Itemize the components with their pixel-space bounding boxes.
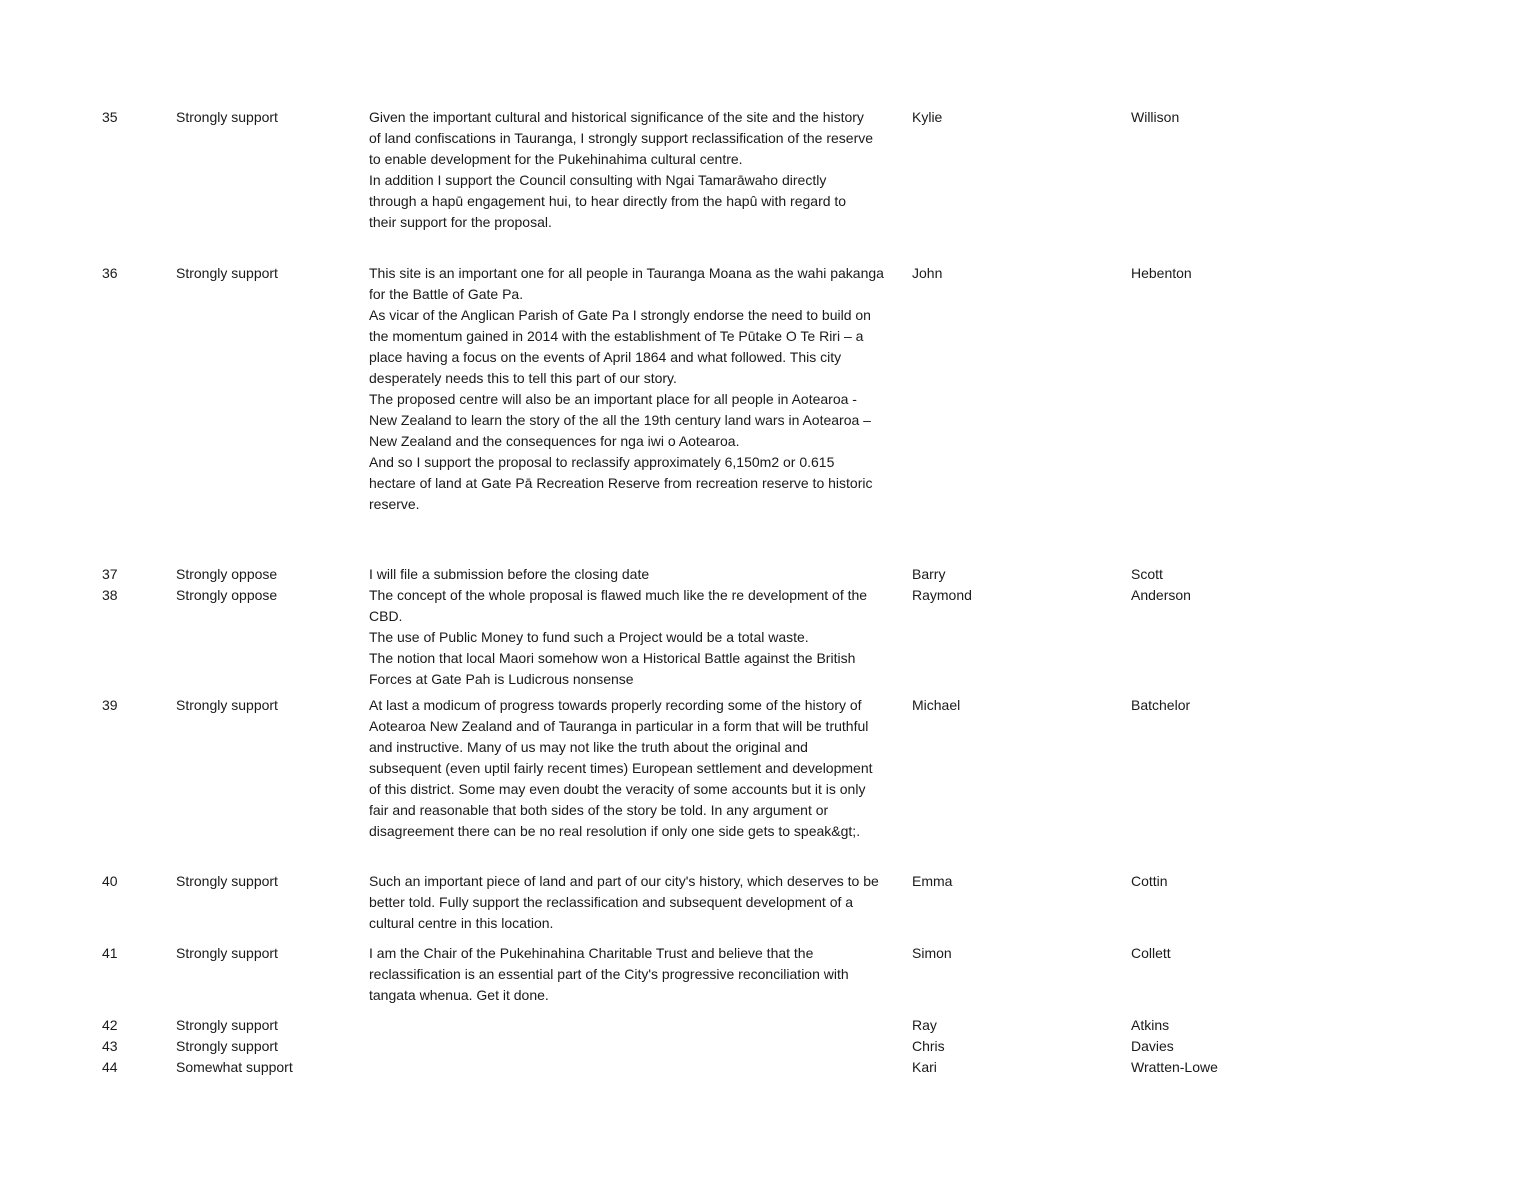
- comment-line: Forces at Gate Pah is Ludicrous nonsense: [369, 671, 634, 687]
- last-name: Collett: [1131, 945, 1171, 961]
- submission-number: 37: [102, 566, 118, 582]
- comment-line: New Zealand to learn the story of the all the 19th century land wars in Aotearoa –: [369, 412, 871, 428]
- last-name: Hebenton: [1131, 265, 1192, 281]
- last-name: Atkins: [1131, 1017, 1170, 1033]
- submission-number: 42: [102, 1017, 118, 1033]
- last-name: Cottin: [1131, 873, 1168, 889]
- comment-line: reclassification is an essential part of the City's progressive reconciliation with: [369, 966, 849, 982]
- comment-text: [369, 943, 909, 1006]
- comment-line: And so I support the proposal to reclassify approximately 6,150m2 or 0.615: [369, 454, 835, 470]
- comment-line: subsequent (even uptil fairly recent times) European settlement and development: [369, 760, 873, 776]
- comment-line: place having a focus on the events of April 1864 and what followed. This city: [369, 349, 842, 365]
- comment-line: The notion that local Maori somehow won a Historical Battle against the British: [369, 650, 856, 666]
- comment-line: of land confiscations in Tauranga, I strongly support reclassification of the reserve: [369, 130, 874, 146]
- comment-line: to enable development for the Pukehinahima cultural centre.: [369, 151, 743, 167]
- first-name: Kari: [912, 1059, 937, 1075]
- support-rating: Strongly support: [176, 109, 278, 125]
- submission-number: 41: [102, 945, 118, 961]
- first-name: Barry: [912, 566, 946, 582]
- comment-line: tangata whenua. Get it done.: [369, 987, 549, 1003]
- comment-line: Given the important cultural and historical significance of the site and the history: [369, 109, 864, 125]
- last-name: Scott: [1131, 566, 1163, 582]
- comment-line: hectare of land at Gate Pā Recreation Reserve from recreation reserve to historic: [369, 475, 873, 491]
- comment-line: their support for the proposal.: [369, 214, 552, 230]
- submission-number: 40: [102, 873, 118, 889]
- comment-line: disagreement there can be no real resolution if only one side gets to speak&gt;.: [369, 823, 861, 839]
- submission-number: 39: [102, 697, 118, 713]
- comment-text: [369, 585, 909, 690]
- support-rating: Strongly support: [176, 873, 278, 889]
- comment-line: the momentum gained in 2014 with the establishment of Te Pūtake O Te Riri – a: [369, 328, 864, 344]
- support-rating: Strongly support: [176, 1038, 278, 1054]
- submission-number: 35: [102, 109, 118, 125]
- comment-line: cultural centre in this location.: [369, 915, 554, 931]
- support-rating: Strongly support: [176, 265, 278, 281]
- comment-line: Aotearoa New Zealand and of Tauranga in particular in a form that will be truthful: [369, 718, 869, 734]
- comment-line: At last a modicum of progress towards properly recording some of the history of: [369, 697, 862, 713]
- submission-number: 43: [102, 1038, 118, 1054]
- support-rating: Strongly support: [176, 945, 278, 961]
- first-name: Ray: [912, 1017, 937, 1033]
- comment-line: As vicar of the Anglican Parish of Gate Pa I strongly endorse the need to build on: [369, 307, 871, 323]
- first-name: Emma: [912, 873, 953, 889]
- comment-line: This site is an important one for all people in Tauranga Moana as the wahi pakanga: [369, 265, 884, 281]
- first-name: Michael: [912, 697, 961, 713]
- last-name: Wratten-Lowe: [1131, 1059, 1218, 1075]
- comment-line: New Zealand and the consequences for nga iwi o Aotearoa.: [369, 433, 740, 449]
- support-rating: Strongly oppose: [176, 587, 278, 603]
- comment-line: reserve.: [369, 496, 420, 512]
- comment-line: The use of Public Money to fund such a Project would be a total waste.: [369, 629, 809, 645]
- comment-line: through a hapū engagement hui, to hear directly from the hapû with regard to: [369, 193, 847, 209]
- submission-number: 38: [102, 587, 118, 603]
- comment-text: [369, 564, 909, 585]
- support-rating: Strongly oppose: [176, 566, 278, 582]
- comment-text: [369, 107, 909, 233]
- comment-text: [369, 263, 909, 515]
- last-name: Willison: [1131, 109, 1180, 125]
- comment-line: CBD.: [369, 608, 403, 624]
- first-name: Raymond: [912, 587, 972, 603]
- comment-line: I will file a submission before the closing date: [369, 566, 650, 582]
- comment-line: and instructive. Many of us may not like the truth about the original and: [369, 739, 808, 755]
- comment-line: for the Battle of Gate Pa.: [369, 286, 524, 302]
- comment-line: The proposed centre will also be an important place for all people in Aotearoa -: [369, 391, 857, 407]
- comment-line: of this district. Some may even doubt the veracity of some accounts but it is only: [369, 781, 866, 797]
- support-rating: Somewhat support: [176, 1059, 293, 1075]
- comment-text: [369, 695, 909, 842]
- comment-line: I am the Chair of the Pukehinahina Charitable Trust and believe that the: [369, 945, 814, 961]
- first-name: John: [912, 265, 943, 281]
- submission-number: 44: [102, 1059, 118, 1075]
- last-name: Anderson: [1131, 587, 1191, 603]
- support-rating: Strongly support: [176, 1017, 278, 1033]
- comment-line: The concept of the whole proposal is flawed much like the re development of the: [369, 587, 868, 603]
- last-name: Batchelor: [1131, 697, 1191, 713]
- support-rating: Strongly support: [176, 697, 278, 713]
- comment-line: desperately needs this to tell this part of our story.: [369, 370, 677, 386]
- first-name: Chris: [912, 1038, 945, 1054]
- comment-line: Such an important piece of land and part of our city's history, which deserves to be: [369, 873, 879, 889]
- submission-number: 36: [102, 265, 118, 281]
- last-name: Davies: [1131, 1038, 1174, 1054]
- comment-line: In addition I support the Council consulting with Ngai Tamarāwaho directly: [369, 172, 827, 188]
- comment-line: fair and reasonable that both sides of the story be told. In any argument or: [369, 802, 829, 818]
- comment-line: better told. Fully support the reclassification and subsequent development of a: [369, 894, 854, 910]
- first-name: Simon: [912, 945, 952, 961]
- first-name: Kylie: [912, 109, 943, 125]
- comment-text: [369, 871, 909, 934]
